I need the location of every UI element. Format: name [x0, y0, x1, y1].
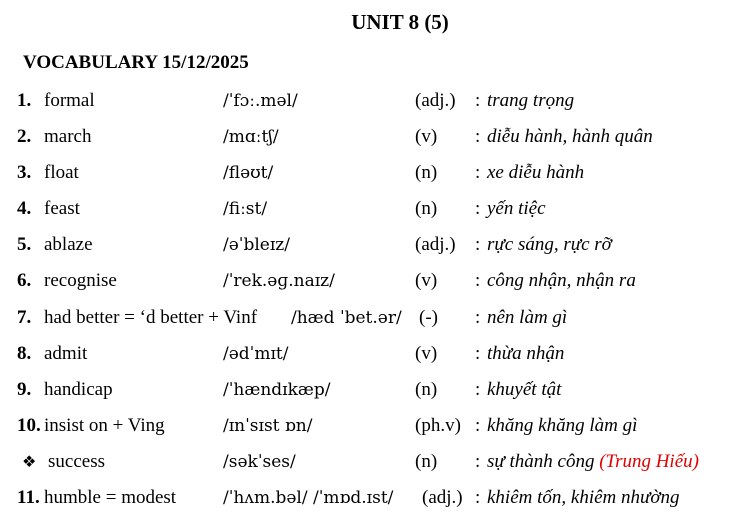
entry-word: humble = modest — [44, 487, 177, 508]
entry-number: 7. — [17, 307, 32, 328]
entry-pos: (v) — [415, 126, 438, 147]
entry-ipa: /fləʊt/ — [223, 163, 274, 183]
entry-colon: : — [475, 415, 481, 436]
entry-meaning: khiêm tốn, khiêm nhường — [487, 487, 680, 508]
entry-meaning-text: sự thành công — [487, 451, 595, 472]
entry-word: recognise — [44, 270, 117, 291]
entry-note: (Trung Hiếu) — [599, 451, 699, 472]
entry-ipa: /ədˈmɪt/ — [223, 344, 289, 364]
entry-meaning: rực sáng, rực rỡ — [487, 234, 612, 255]
entry-pos: (v) — [415, 270, 438, 291]
entry-number: 9. — [17, 379, 32, 400]
entry-meaning: công nhận, nhận ra — [487, 270, 636, 291]
entry-meaning — [487, 451, 699, 473]
entry-pos: (adj.) — [415, 234, 456, 255]
entry-word: float — [44, 162, 79, 183]
entry-colon: : — [475, 451, 481, 472]
entry-word: march — [44, 126, 92, 147]
entry-word: success — [48, 451, 105, 472]
entry-number: 1. — [17, 90, 32, 111]
entry-meaning: xe diễu hành — [487, 162, 585, 183]
entry-pos: (n) — [415, 162, 438, 183]
entry-word: handicap — [44, 379, 113, 400]
entry-colon: : — [475, 307, 481, 328]
entry-word: admit — [44, 343, 88, 364]
vocabulary-heading: VOCABULARY 15/12/2025 — [23, 52, 249, 73]
entry-colon: : — [475, 198, 481, 219]
entry-colon: : — [475, 379, 481, 400]
diamond-bullet-icon: ❖ — [22, 452, 37, 471]
entry-word: ablaze — [44, 234, 93, 255]
entry-pos: (n) — [415, 451, 438, 472]
entry-pos: (n) — [415, 198, 438, 219]
entry-number: 6. — [17, 270, 32, 291]
entry-meaning: khăng khăng làm gì — [487, 415, 638, 436]
entry-number: 5. — [17, 234, 32, 255]
entry-ipa: /ˈfɔː.məl/ — [223, 91, 298, 111]
entry-number: 2. — [17, 126, 32, 147]
entry-number: 8. — [17, 343, 32, 364]
entry-word: feast — [44, 198, 80, 219]
entry-ipa: /mɑːtʃ/ — [223, 127, 279, 147]
entry-colon: : — [475, 270, 481, 291]
entry-ipa: /hæd ˈbet.ər/ — [291, 308, 402, 328]
entry-ipa: /əˈbleɪz/ — [223, 235, 290, 255]
entry-number: 10. — [17, 415, 41, 436]
entry-word: had better = ‘d better + Vinf — [44, 307, 258, 328]
entry-ipa: /ˈrek.əɡ.naɪz/ — [223, 271, 335, 291]
entry-pos: (-) — [419, 307, 438, 328]
entry-word: formal — [44, 90, 95, 111]
entry-colon: : — [475, 162, 481, 183]
entry-ipa: /ˈhændɪkæp/ — [223, 380, 331, 400]
entry-number: 4. — [17, 198, 32, 219]
entry-number: 3. — [17, 162, 32, 183]
entry-pos: (n) — [415, 379, 438, 400]
entry-number: 11. — [17, 487, 40, 508]
entry-pos: (adj.) — [422, 487, 463, 508]
entry-ipa: /ˈhʌm.bəl/ /ˈmɒd.ɪst/ — [223, 488, 394, 508]
page-title: UNIT 8 (5) — [351, 10, 449, 34]
entry-ipa: /fiːst/ — [223, 199, 268, 219]
entry-pos: (adj.) — [415, 90, 456, 111]
entry-meaning: khuyết tật — [487, 379, 562, 400]
entry-meaning: nên làm gì — [487, 307, 568, 328]
entry-colon: : — [475, 90, 481, 111]
entry-colon: : — [475, 126, 481, 147]
entry-meaning: trang trọng — [487, 90, 575, 111]
entry-colon: : — [475, 343, 481, 364]
entry-colon: : — [475, 234, 481, 255]
entry-meaning: diễu hành, hành quân — [487, 126, 653, 147]
entry-word: insist on + Ving — [44, 415, 165, 436]
entry-ipa: /ɪnˈsɪst ɒn/ — [223, 416, 313, 436]
entry-colon: : — [475, 487, 481, 508]
entry-ipa: /səkˈses/ — [223, 452, 296, 472]
entry-meaning: thừa nhận — [487, 343, 565, 364]
entry-pos: (ph.v) — [415, 415, 461, 436]
entry-pos: (v) — [415, 343, 438, 364]
entry-meaning: yến tiệc — [487, 198, 546, 219]
